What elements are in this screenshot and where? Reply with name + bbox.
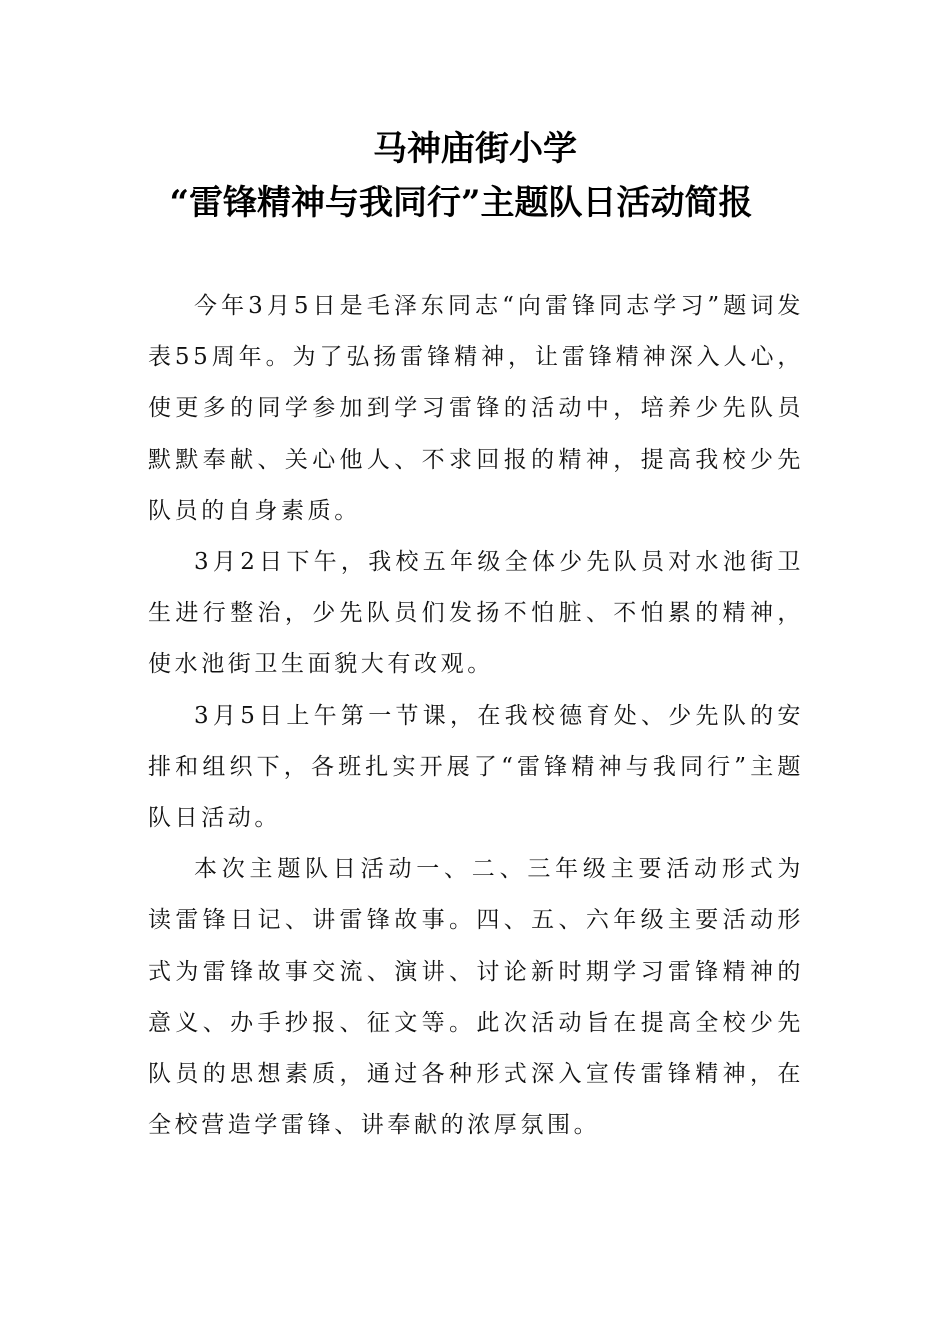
paragraph-activities: 本次主题队日活动一、二、三年级主要活动形式为读雷锋日记、讲雷锋故事。四、五、六年级主要活动形式为雷锋故事交流、演讲、讨论新时期学习雷锋精神的意义、办手抄报、征文等。此次活动旨在提高全校少先队员的思想素质，通过各种形式深入宣传雷锋精神，在全校营造学雷锋、讲奉献的浓厚氛围。 <box>148 856 804 1139</box>
paragraph-intro: 今年3月5日是毛泽东同志“向雷锋同志学习”题词发表55周年。为了弘扬雷锋精神，让雷锋精神深入人心，使更多的同学参加到学习雷锋的活动中，培养少先队员默默奉献、关心他人、不求回报的精神，提高我校少先队员的自身素质。 <box>148 293 804 524</box>
paragraph-theme-day: 3月5日上午第一节课，在我校德育处、少先队的安排和组织下，各班扎实开展了“雷锋精神与我同行”主题队日活动。 <box>148 702 804 832</box>
document-body <box>148 281 804 1151</box>
title-activity-name: “雷锋精神与我同行”主题队日活动简报 <box>169 183 753 223</box>
paragraph-cleanup: 3月2日下午，我校五年级全体少先队员对水池街卫生进行整治，少先队员们发扬不怕脏、不怕累的精神，使水池街卫生面貌大有改观。 <box>148 549 804 678</box>
document-title <box>0 122 950 230</box>
title-school-name: 马神庙街小学 <box>373 129 577 169</box>
